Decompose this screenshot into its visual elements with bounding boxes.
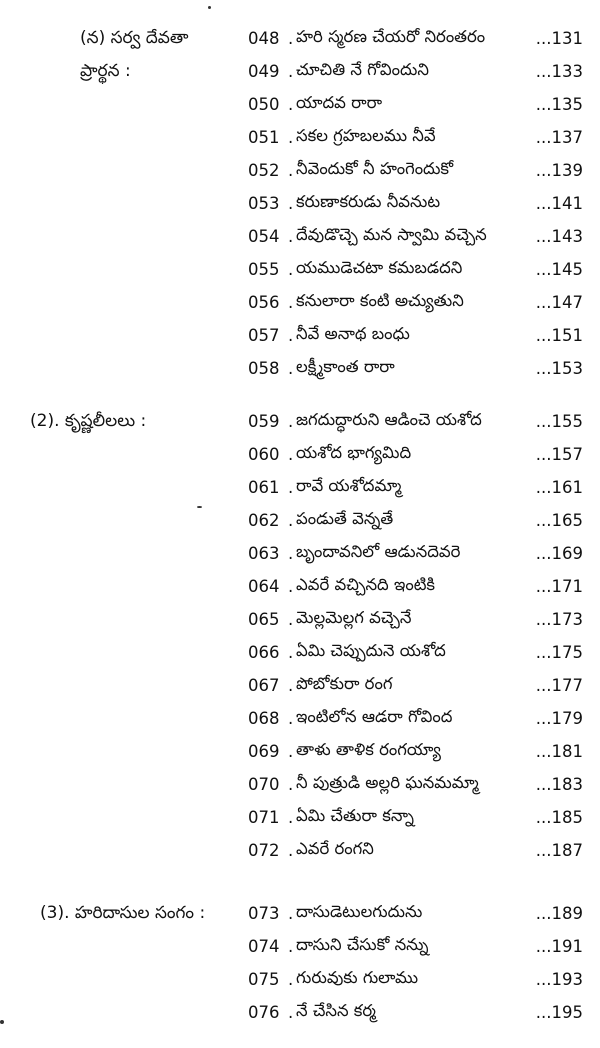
entry-page: ...143 xyxy=(535,227,583,246)
entry-number: 067 xyxy=(248,676,280,695)
entry-page: ...147 xyxy=(535,293,583,312)
entry-page: ...193 xyxy=(535,970,583,989)
entry-title: గురువుకు గులాము xyxy=(296,968,419,987)
entry-title: హరి స్మరణ చేయరో నిరంతరం xyxy=(296,27,486,46)
toc-entry[interactable]: 076 . నే చేసిన కర్మ ...195 xyxy=(248,1001,583,1022)
entry-number: 062 xyxy=(248,511,280,530)
toc-entry[interactable]: 062 . పండుతే వెన్నతే ...165 xyxy=(248,509,583,530)
toc-entry[interactable]: 053 . కరుణాకరుడు నీవనుట ...141 xyxy=(248,192,583,213)
entry-page: ...181 xyxy=(535,742,583,761)
entry-page: ...187 xyxy=(535,841,583,860)
toc-entry[interactable]: 073 . దాసుడెటులగుదును ...189 xyxy=(248,902,583,923)
entry-page: ...179 xyxy=(535,709,583,728)
entry-page: ...171 xyxy=(535,577,583,596)
entry-page: ...165 xyxy=(535,511,583,530)
entry-title: రావే యశోదమ్మా xyxy=(296,476,402,495)
entry-title: దాసుడెటులగుదును xyxy=(296,902,423,921)
entry-title: ఎవరే రంగని xyxy=(296,839,374,858)
entry-page: ...133 xyxy=(535,62,583,81)
entry-page: ...157 xyxy=(535,445,583,464)
entry-number: 052 xyxy=(248,161,280,180)
toc-entry[interactable]: 056 . కనులారా కంటి అచ్యుతుని ...147 xyxy=(248,291,583,312)
toc-entry[interactable]: 070 . నీ పుత్రుడి అల్లరి ఘనమమ్మా ...183 xyxy=(248,773,583,794)
entry-number: 073 xyxy=(248,904,280,923)
entry-title: యాదవ రారా xyxy=(296,93,383,112)
toc-entry[interactable]: 074 . దాసుని చేసుకో నన్ను ...191 xyxy=(248,935,583,956)
entry-number: 061 xyxy=(248,478,280,497)
entry-number: 050 xyxy=(248,95,280,114)
toc-entry[interactable]: 063 . బృందావనిలో ఆడునదెవరె ...169 xyxy=(248,542,583,563)
entry-title: దేవుడొచ్చె మన స్వామి వచ్చెన xyxy=(296,225,487,244)
entry-page: ...139 xyxy=(535,161,583,180)
entry-number: 075 xyxy=(248,970,280,989)
scan-speck xyxy=(197,506,202,508)
entry-page: ...153 xyxy=(535,359,583,378)
entry-title: యశోద భాగ్యమిది xyxy=(296,443,412,462)
toc-entry[interactable]: 067 . పోబోకురా రంగ ...177 xyxy=(248,674,583,695)
entry-number: 069 xyxy=(248,742,280,761)
toc-entry[interactable]: 052 . నీవెందుకో నీ హంగెందుకో ...139 xyxy=(248,159,583,180)
toc-entry[interactable]: 054 . దేవుడొచ్చె మన స్వామి వచ్చెన ...143 xyxy=(248,225,583,246)
entry-title: ఎవరే వచ్చినది ఇంటికి xyxy=(296,575,436,594)
entry-number: 066 xyxy=(248,643,280,662)
entry-title: నీవెందుకో నీ హంగెందుకో xyxy=(296,159,454,178)
entry-page: ...195 xyxy=(535,1003,583,1022)
entry-title: బృందావనిలో ఆడునదెవరె xyxy=(296,542,461,561)
entry-list xyxy=(248,405,583,867)
entry-number: 071 xyxy=(248,808,280,827)
entry-title: జగదుద్ధారుని ఆడించె యశోద xyxy=(296,410,482,429)
entry-title: ఏమి చెప్పుదునె యశోద xyxy=(296,641,446,660)
entry-title: పోబోకురా రంగ xyxy=(296,674,393,693)
toc-entry[interactable]: 048 . హరి స్మరణ చేయరో నిరంతరం ...131 xyxy=(248,27,583,48)
entry-list xyxy=(248,22,583,385)
toc-entry[interactable]: 060 . యశోద భాగ్యమిది ...157 xyxy=(248,443,583,464)
entry-title: కనులారా కంటి అచ్యుతుని xyxy=(296,291,464,310)
entry-title: కరుణాకరుడు నీవనుట xyxy=(296,192,441,211)
entry-number: 058 xyxy=(248,359,280,378)
entry-page: ...145 xyxy=(535,260,583,279)
entry-number: 055 xyxy=(248,260,280,279)
toc-entry[interactable]: 055 . యముడెచటా కమబడదని ...145 xyxy=(248,258,583,279)
entry-page: ...151 xyxy=(535,326,583,345)
scan-speck xyxy=(208,6,211,9)
entry-page: ...173 xyxy=(535,610,583,629)
entry-number: 056 xyxy=(248,293,280,312)
toc-entry[interactable]: 072 . ఎవరే రంగని ...187 xyxy=(248,839,583,860)
entry-page: ...169 xyxy=(535,544,583,563)
entry-page: ...177 xyxy=(535,676,583,695)
toc-entry[interactable]: 075 . గురువుకు గులాము ...193 xyxy=(248,968,583,989)
toc-entry[interactable]: 066 . ఏమి చెప్పుదునె యశోద ...175 xyxy=(248,641,583,662)
section-label xyxy=(40,897,255,930)
entry-number: 074 xyxy=(248,937,280,956)
entry-number: 065 xyxy=(248,610,280,629)
entry-number: 072 xyxy=(248,841,280,860)
entry-number: 063 xyxy=(248,544,280,563)
toc-entry[interactable]: 049 . చూచితి నే గోవిందుని ...133 xyxy=(248,60,583,81)
section-label-line1: (3). హరిదాసుల సంగం : xyxy=(40,903,206,923)
entry-page: ...185 xyxy=(535,808,583,827)
entry-title: ఏమి చేతురా కన్నా xyxy=(296,806,415,825)
entry-number: 051 xyxy=(248,128,280,147)
entry-list xyxy=(248,897,583,1029)
entry-page: ...131 xyxy=(535,29,583,48)
entry-title: యముడెచటా కమబడదని xyxy=(296,258,463,277)
section-label-line2: ప్రార్థన : xyxy=(80,61,131,81)
entry-page: ...161 xyxy=(535,478,583,497)
entry-title: లక్ష్మీకాంత రారా xyxy=(296,357,395,376)
entry-number: 048 xyxy=(248,29,280,48)
toc-entry[interactable]: 065 . మెల్లమెల్లగ వచ్చెనే ...173 xyxy=(248,608,583,629)
toc-entry[interactable]: 064 . ఎవరే వచ్చినది ఇంటికి ...171 xyxy=(248,575,583,596)
toc-entry[interactable]: 057 . నీవే అనాథ బంధు ...151 xyxy=(248,324,583,345)
entry-title: ఇంటిలోన ఆడరా గోవింద xyxy=(296,707,453,726)
entry-page: ...175 xyxy=(535,643,583,662)
entry-title: మెల్లమెల్లగ వచ్చెనే xyxy=(296,608,412,627)
entry-page: ...191 xyxy=(535,937,583,956)
section-label xyxy=(30,405,245,438)
entry-title: పండుతే వెన్నతే xyxy=(296,509,394,528)
section-label-line1: (న) సర్వ దేవతా xyxy=(80,28,189,48)
toc-entry[interactable]: 061 . రావే యశోదమ్మా ...161 xyxy=(248,476,583,497)
entry-number: 068 xyxy=(248,709,280,728)
entry-title: తాళు తాళిక రంగయ్యా xyxy=(296,740,441,759)
entry-number: 054 xyxy=(248,227,280,246)
entry-title: నీ పుత్రుడి అల్లరి ఘనమమ్మా xyxy=(296,773,479,792)
entry-title: సకల గ్రహబలము నీవే xyxy=(296,126,436,145)
entry-page: ...137 xyxy=(535,128,583,147)
entry-number: 059 xyxy=(248,412,280,431)
entry-number: 076 xyxy=(248,1003,280,1022)
entry-number: 049 xyxy=(248,62,280,81)
toc-entry[interactable]: 050 . యాదవ రారా ...135 xyxy=(248,93,583,114)
entry-page: ...183 xyxy=(535,775,583,794)
entry-number: 057 xyxy=(248,326,280,345)
section-label-line1: (2). కృష్ణలీలలు : xyxy=(30,411,147,431)
scan-speck xyxy=(0,1020,4,1024)
toc-entry[interactable]: 051 . సకల గ్రహబలము నీవే ...137 xyxy=(248,126,583,147)
entry-number: 070 xyxy=(248,775,280,794)
entry-number: 053 xyxy=(248,194,280,213)
toc-entry[interactable]: 069 . తాళు తాళిక రంగయ్యా ...181 xyxy=(248,740,583,761)
entry-title: దాసుని చేసుకో నన్ను xyxy=(296,935,429,954)
toc-entry[interactable]: 068 . ఇంటిలోన ఆడరా గోవింద ...179 xyxy=(248,707,583,728)
entry-number: 060 xyxy=(248,445,280,464)
entry-title: నీవే అనాథ బంధు xyxy=(296,324,410,343)
entry-page: ...155 xyxy=(535,412,583,431)
entry-title: నే చేసిన కర్మ xyxy=(296,1001,376,1020)
toc-entry[interactable]: 058 . లక్ష్మీకాంత రారా ...153 xyxy=(248,357,583,378)
entry-page: ...189 xyxy=(535,904,583,923)
entry-page: ...141 xyxy=(535,194,583,213)
entry-number: 064 xyxy=(248,577,280,596)
entry-title: చూచితి నే గోవిందుని xyxy=(296,60,429,79)
toc-entry[interactable]: 059 . జగదుద్ధారుని ఆడించె యశోద ...155 xyxy=(248,410,583,431)
entry-page: ...135 xyxy=(535,95,583,114)
toc-entry[interactable]: 071 . ఏమి చేతురా కన్నా ...185 xyxy=(248,806,583,827)
